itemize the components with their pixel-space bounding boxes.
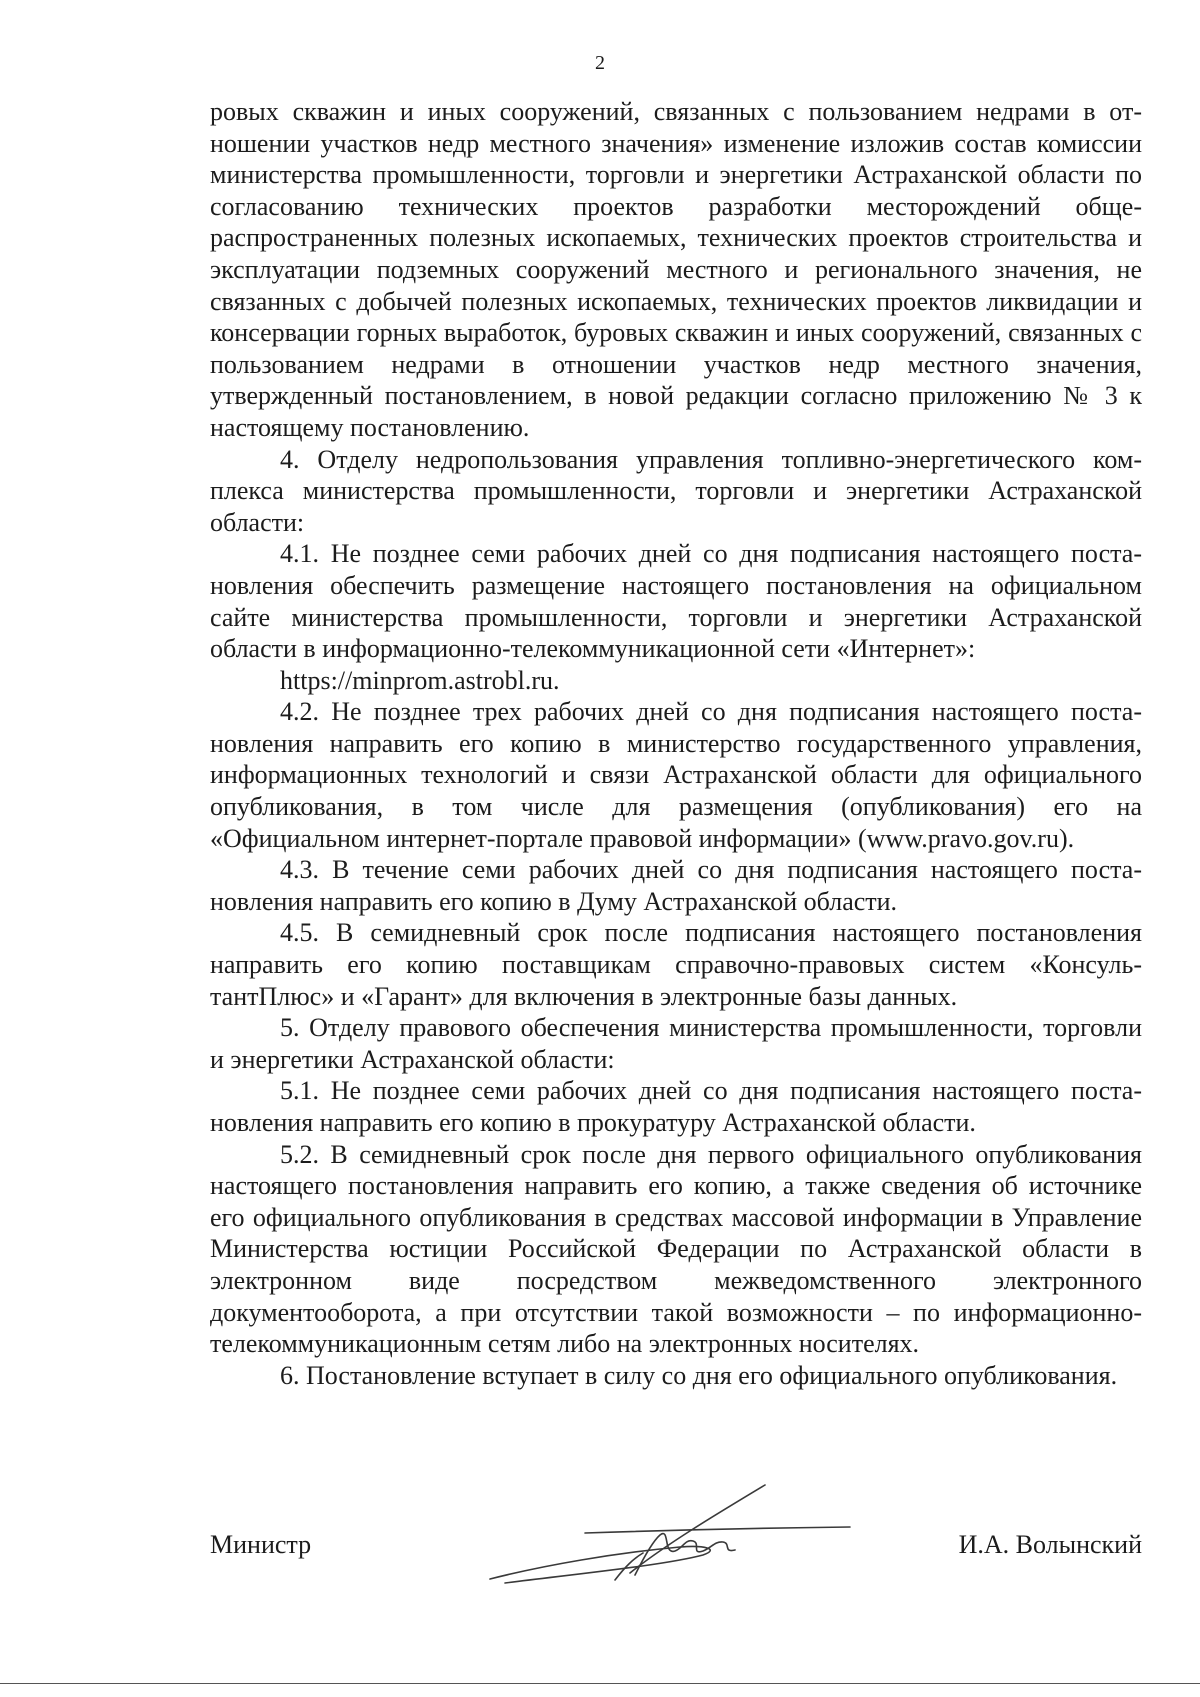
document-body xyxy=(210,96,1142,1391)
paragraph-5-2: 5.2. В семидневный срок после дня первого официального опубликования настоящего постановления направить его копию, а также сведения об источнике его официального опубликования в средствах массовой информации в Управление Министерства юстиции Российской Федерации по Астраханской области в электронном виде посредством межведомственного электронного документооборота, а при отсутствии такой возможности – по информационно-телекоммуникационным сетям либо на электронных носителях. xyxy=(210,1139,1142,1359)
paragraph-4-1-text: 4.1. Не позднее семи рабочих дней со дня подписания настоящего постановления обеспечить размещение настоящего постановления на официальном сайте министерства промышленности, торговли и энергетики Астраханской области в информационно-телекоммуникационной сети «Интернет»: xyxy=(210,539,1142,664)
paragraph-6: 6. Постановление вступает в силу со дня его официального опубликования. xyxy=(280,1360,1118,1390)
paragraph-4-1-url: https://minprom.astrobl.ru. xyxy=(280,665,560,695)
paragraph-5: 5. Отделу правового обеспечения министерства промышленности, торговли и энергетики Астраханской области: xyxy=(210,1013,1142,1074)
signer-name: И.А. Волынский xyxy=(958,1530,1142,1559)
signature-stroke-loop xyxy=(635,1534,735,1575)
page-number: 2 xyxy=(595,52,605,74)
paragraph-5-1: 5.1. Не позднее семи рабочих дней со дня подписания настоящего постановления направить его копию в прокуратуру Астраханской области. xyxy=(210,1076,1142,1137)
paragraph-4-2: 4.2. Не позднее трех рабочих дней со дня подписания настоящего постановления направить его копию в министерство государственного управления, информационных технологий и связи Астраханской области для официального опубликования, в том числе для размещения (опубликования) его на «Официальном интернет-портале правовой информации» (www.pravo.gov.ru). xyxy=(210,697,1142,853)
signer-position: Министр xyxy=(210,1530,312,1559)
paragraph-4-1 xyxy=(210,538,1142,696)
signature-stroke-swoosh xyxy=(490,1546,710,1583)
bottom-rule xyxy=(0,1683,1200,1684)
paragraph-4-5: 4.5. В семидневный срок после подписания настоящего постановления направить его копию поставщикам справочно-правовых систем «КонсультантПлюс» и «Гарант» для включения в электронные базы данных. xyxy=(210,918,1142,1011)
paragraph-4-3: 4.3. В течение семи рабочих дней со дня подписания настоящего постановления направить его копию в Думу Астраханской области. xyxy=(210,855,1142,916)
paragraph-4: 4. Отделу недропользования управления топливно-энергетического комплекса министерства промышленности, торговли и энергетики Астраханской области: xyxy=(210,444,1142,537)
paragraph-continuation: ровых скважин и иных сооружений, связанных с пользованием недрами в отношении участков недр местного значения» изменение изложив состав комиссии министерства промышленности, торговли и энергетики Астраханской области по согласованию технических проектов разработки месторождений общераспространенных полезных ископаемых, технических проектов строительства и эксплуатации подземных сооружений местного и регионального значения, не связанных с добычей полезных ископаемых, технических проектов ликвидации и консервации горных выработок, буровых скважин и иных сооружений, связанных с пользованием недрами в отношении участков недр местного значения, утвержденный постановлением, в новой редакции согласно приложению № 3 к настоящему постановлению. xyxy=(210,97,1142,442)
signature-stroke-underline xyxy=(585,1527,850,1533)
handwritten-signature xyxy=(465,1455,885,1605)
signature-block xyxy=(210,1510,1142,1590)
